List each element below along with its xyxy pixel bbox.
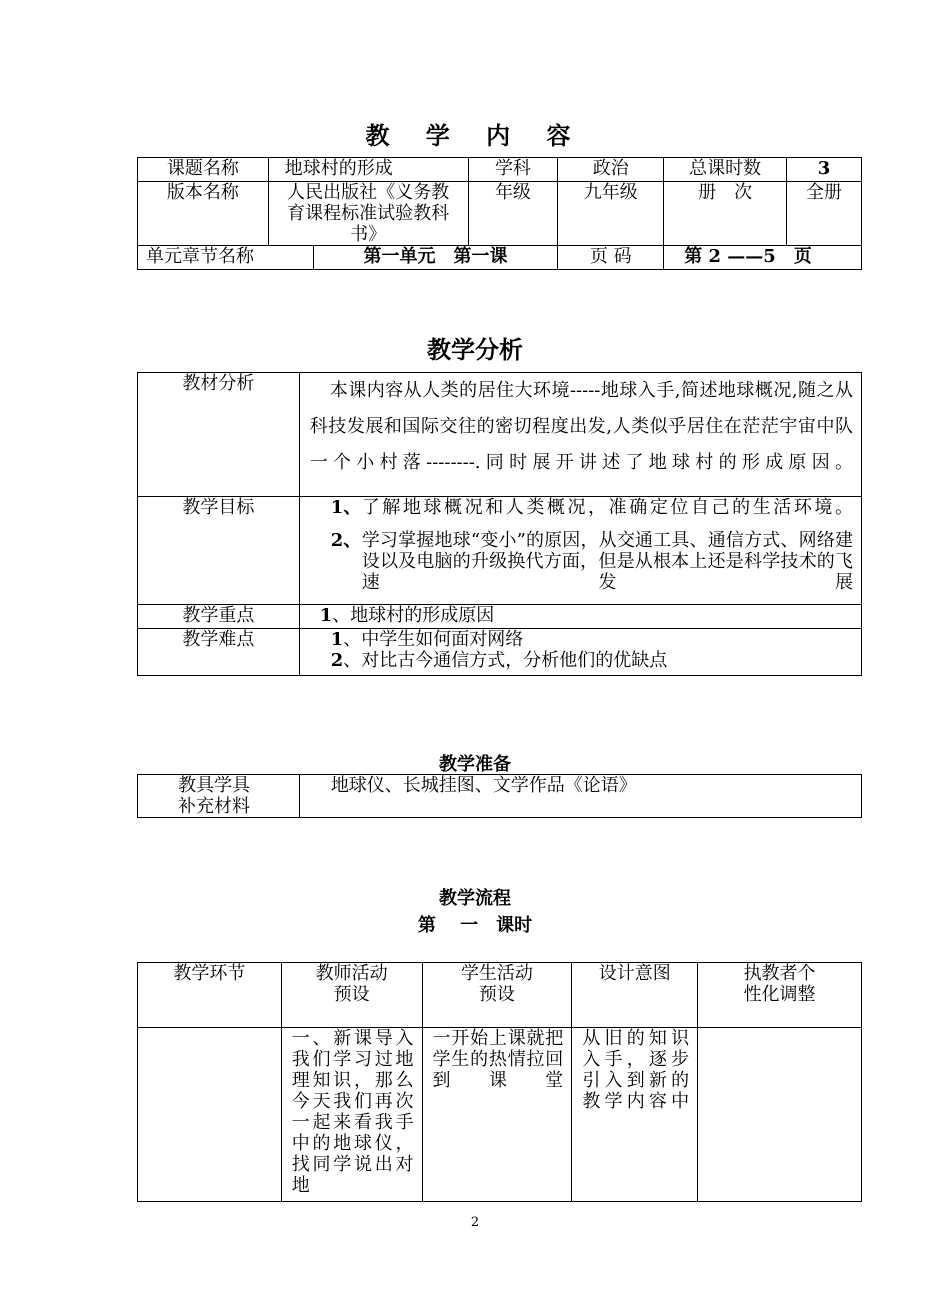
goal-item	[300, 530, 853, 593]
hours-value: 3	[787, 158, 862, 182]
prep-value: 地球仪、长城挂图、文学作品《论语》	[299, 775, 861, 818]
flow-header-intent: 设计意图	[572, 963, 698, 1028]
flow-header-adjust: 执教者个性化调整	[698, 963, 862, 1028]
content-title: 教 学 内 容	[365, 121, 585, 150]
goal-text: 了解地球概况和人类概况，准确定位自己的生活环境。	[361, 497, 853, 518]
page-number: 2	[470, 1215, 480, 1230]
page-value: 第 2 ——5 页	[664, 246, 862, 270]
key-num: 1	[319, 605, 333, 626]
material-label: 教材分析	[138, 373, 300, 497]
flow-subtitle: 第 一 课时	[417, 915, 533, 936]
flow-title: 教学流程	[439, 888, 511, 909]
unit-value: 第一单元 第一课	[313, 246, 558, 270]
analysis-table	[137, 372, 862, 676]
goal-item	[300, 497, 853, 518]
flow-cell-student: 一开始上课就把学生的热情拉回到课堂	[422, 1028, 572, 1202]
goal-num: 2、	[330, 530, 362, 551]
flow-header-stage: 教学环节	[138, 963, 282, 1028]
goal-list	[300, 497, 853, 593]
flow-header-teacher: 教师活动预设	[281, 963, 422, 1028]
page-label: 页 码	[558, 246, 664, 270]
analysis-title: 教学分析	[427, 335, 523, 364]
difficulty-text: 、对比古今通信方式，分析他们的优缺点	[343, 650, 668, 671]
flow-cell-adjust	[698, 1028, 862, 1202]
grade-label: 年级	[468, 182, 558, 246]
goal-text: 学习掌握地球“变小”的原因，从交通工具、通信方式、网络建设以及电脑的升级换代方面，但是从根本上还是科学技术的飞速发展	[361, 530, 853, 593]
key-text: 、地球村的形成原因	[332, 605, 495, 626]
flow-cell-stage	[138, 1028, 282, 1202]
subject-label: 学科	[468, 158, 558, 182]
difficulty-num: 1	[330, 629, 344, 650]
difficulty-item	[331, 650, 861, 671]
topic-label: 课题名称	[138, 158, 269, 182]
difficulty-label: 教学难点	[138, 629, 300, 676]
flow-header-student: 学生活动预设	[422, 963, 572, 1028]
goal-num: 1、	[330, 497, 362, 518]
key-label: 教学重点	[138, 605, 300, 629]
difficulty-item	[331, 629, 861, 650]
flow-table	[137, 962, 862, 1202]
grade-value: 九年级	[558, 182, 664, 246]
edition-value: 人民出版社《义务教育课程标准试验教科书》	[268, 182, 468, 246]
material-text: 本课内容从人类的居住大环境-----地球入手,简述地球概况,随之从科技发展和国际交往的密切程度出发,人类似乎居住在茫茫宇宙中队一个小村落--------.同时展开讲述了地球村的形成原因。	[309, 380, 853, 473]
difficulty-num: 2	[330, 650, 344, 671]
prep-label-line1: 教具学具	[178, 775, 250, 796]
topic-value: 地球村的形成	[268, 158, 468, 182]
hours-label: 总课时数	[664, 158, 787, 182]
course-info-table	[137, 157, 862, 270]
prep-label-line2: 补充材料	[178, 796, 250, 817]
goal-label: 教学目标	[138, 497, 300, 605]
unit-label: 单元章节名称	[138, 246, 314, 270]
volume-value: 全册	[787, 182, 862, 246]
volume-label: 册 次	[664, 182, 787, 246]
difficulty-text: 、中学生如何面对网络	[343, 629, 524, 650]
subject-value: 政治	[558, 158, 664, 182]
edition-label: 版本名称	[138, 182, 269, 246]
prep-title: 教学准备	[439, 754, 511, 775]
flow-cell-teacher: 一、新课导入我们学习过地理知识，那么今天我们再次一起来看我手中的地球仪，找同学说出对地	[281, 1028, 422, 1202]
flow-cell-intent: 从旧的知识入手，逐步引入到新的教学内容中	[572, 1028, 698, 1202]
prep-table	[137, 774, 862, 818]
